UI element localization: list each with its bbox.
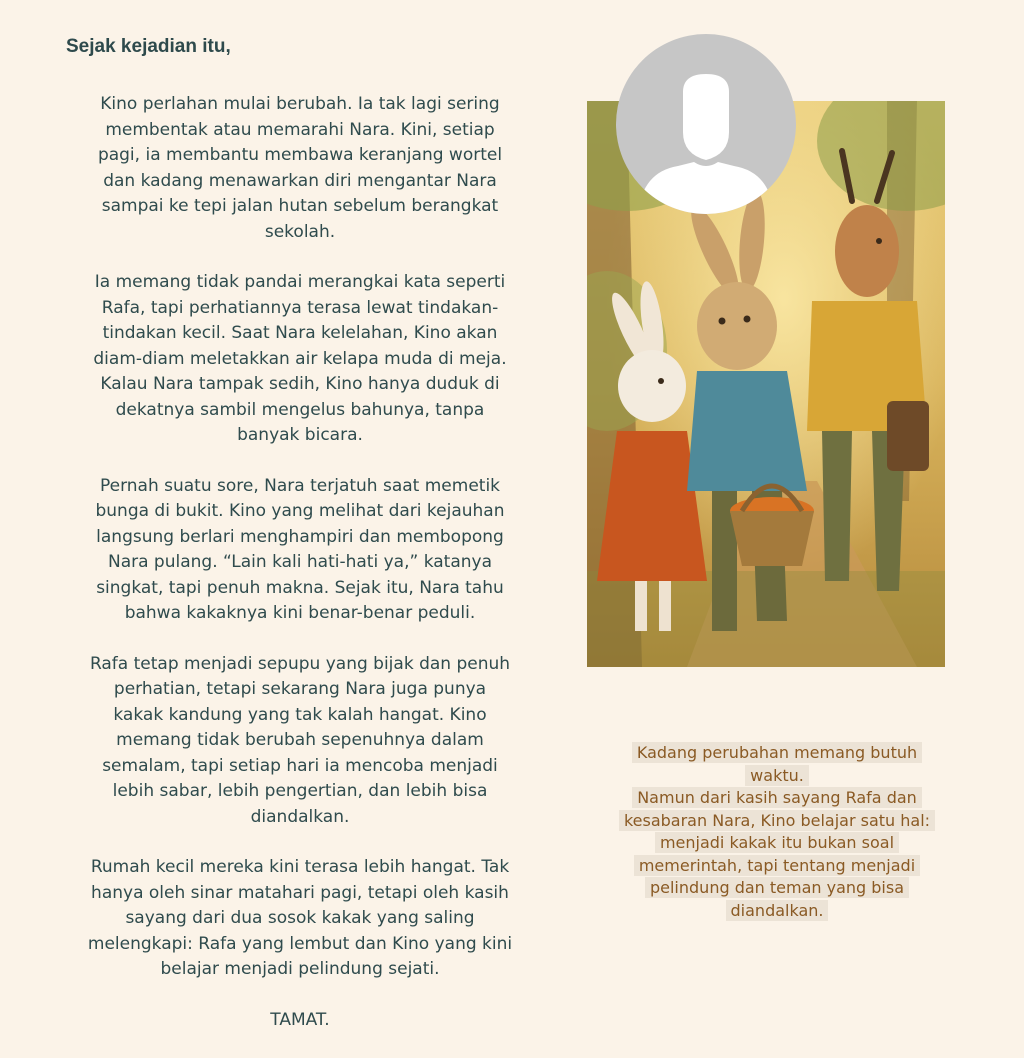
- avatar-placeholder-icon: [616, 34, 796, 214]
- avatar: [616, 34, 796, 214]
- ending-text: TAMAT.: [270, 1009, 330, 1030]
- story-paragraph-1: Kino perlahan mulai berubah. Ia tak lagi sering membentak atau memarahi Nara. Kini, setiap pagi, ia membantu membawa keranjang wortel dan kadang menawarkan diri mengantar Nara sampai ke tepi jalan hutan sebelum berangkat sekolah.: [97, 94, 503, 242]
- story-paragraph-3: Pernah suatu sore, Nara terjatuh saat memetik bunga di bukit. Kino yang melihat dari kejauhan langsung berlari menghampiri dan membopong Nara pulang. “Lain kali hati-hati ya,” katanya singkat, tapi penuh makna. Sejak itu, Nara tahu bahwa kakaknya kini benar-benar peduli.: [95, 475, 505, 623]
- story-paragraph-5: Rumah kecil mereka kini terasa lebih hangat. Tak hanya oleh sinar matahari pagi, tetapi oleh kasih sayang dari dua sosok kakak yang saling melengkapi: Rafa yang lembut dan Kino yang kini belajar menjadi pelindung sejati.: [87, 857, 513, 979]
- quote-text: Kadang perubahan memang butuh waktu. Namun dari kasih sayang Rafa dan kesabaran Nara, Kino belajar satu hal: menjadi kakak itu bukan soal memerintah, tapi tentang menjadi pelindung dan teman yang bisa diandalkan.: [619, 742, 935, 921]
- story-text: [40, 92, 560, 1058]
- reflection-quote: [596, 742, 958, 922]
- story-paragraph-4: Rafa tetap menjadi sepupu yang bijak dan penuh perhatian, tetapi sekarang Nara juga punya kakak kandung yang tak kalah hangat. Kino memang tidak berubah sepenuhnya dalam semalam, tapi setiap hari ia mencoba menjadi lebih sabar, lebih pengertian, dan lebih bisa diandalkan.: [89, 653, 511, 827]
- story-paragraph-2: Ia memang tidak pandai merangkai kata seperti Rafa, tapi perhatiannya terasa lewat tindakan- tindakan kecil. Saat Nara kelelahan, Kino akan diam-diam meletakkan air kelapa muda di meja. Kalau Nara tampak sedih, Kino hanya duduk di dekatnya sambil mengelus bahunya, tanpa banyak bicara.: [93, 272, 507, 445]
- page-heading: Sejak kejadian itu,: [66, 36, 231, 57]
